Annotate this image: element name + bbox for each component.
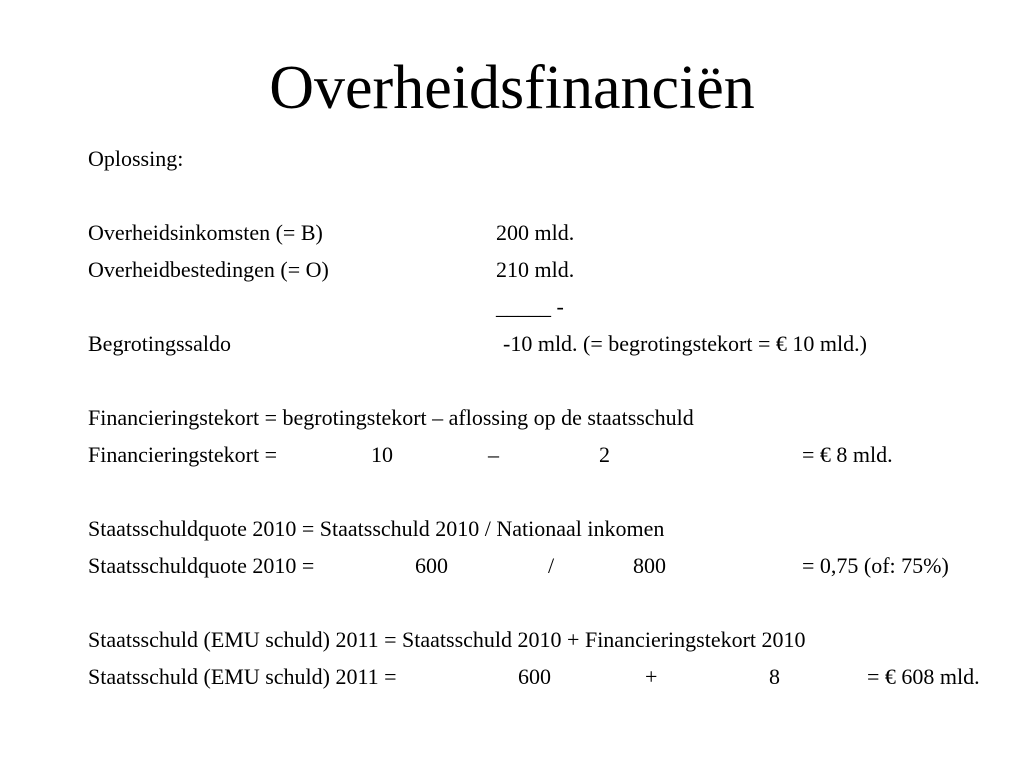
financing-calc-operator: –	[488, 442, 499, 467]
slide-title: Overheidsfinanciën	[269, 54, 755, 122]
spending-label: Overheidbestedingen (= O)	[88, 257, 329, 282]
debt-2011-calc-result: = € 608 mld.	[867, 664, 980, 689]
spending-value: 210 mld.	[496, 257, 575, 282]
income-value: 200 mld.	[496, 220, 575, 245]
financing-calc-a: 10	[371, 442, 393, 467]
debt-2011-formula: Staatsschuld (EMU schuld) 2011 = Staatsschuld 2010 + Financieringstekort 2010	[88, 627, 806, 652]
balance-value: -10 mld. (= begrotingstekort = € 10 mld.)	[503, 331, 867, 356]
debt-ratio-calc-result: = 0,75 (of: 75%)	[802, 553, 949, 578]
debt-2011-calc-a: 600	[518, 664, 551, 689]
subtract-line: _____ -	[496, 294, 564, 319]
debt-ratio-calc-operator: /	[548, 553, 555, 578]
financing-calc-label: Financieringstekort =	[88, 442, 277, 467]
financing-calc-result: = € 8 mld.	[802, 442, 893, 467]
debt-2011-calc-b: 8	[769, 664, 780, 689]
debt-ratio-calc-b: 800	[633, 553, 666, 578]
debt-2011-calc-operator: +	[645, 664, 658, 689]
debt-2011-calc-label: Staatsschuld (EMU schuld) 2011 =	[88, 664, 397, 689]
intro-text: Oplossing:	[88, 146, 184, 171]
financing-calc-b: 2	[599, 442, 610, 467]
balance-label: Begrotingssaldo	[88, 331, 231, 356]
debt-ratio-calc-a: 600	[415, 553, 448, 578]
debt-ratio-formula: Staatsschuldquote 2010 = Staatsschuld 2010 / Nationaal inkomen	[88, 516, 665, 541]
financing-formula: Financieringstekort = begrotingstekort – aflossing op de staatsschuld	[88, 405, 694, 430]
debt-ratio-calc-label: Staatsschuldquote 2010 =	[88, 553, 315, 578]
income-label: Overheidsinkomsten (= B)	[88, 220, 323, 245]
